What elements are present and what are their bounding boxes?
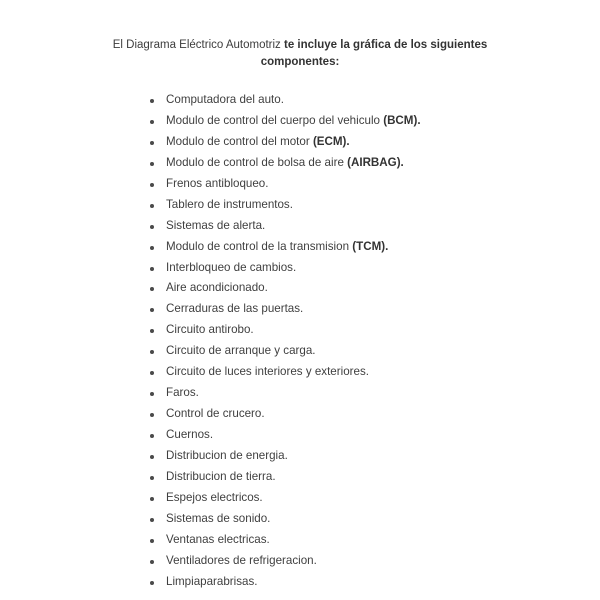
list-item-text: Circuito de luces interiores y exteriores. [166,365,369,379]
list-item-abbreviation: (BCM). [383,113,421,127]
list-item-text: Sistemas de sonido. [166,511,271,525]
list-item-text: Circuito de arranque y carga. [166,344,316,358]
bullet-icon [150,120,154,124]
list-item [148,174,421,195]
bullet-icon [150,476,154,480]
list-item [148,195,421,216]
list-item-text: Circuito antirobo. [166,323,254,337]
bullet-icon [150,329,154,333]
list-item-abbreviation: (TCM). [352,239,389,253]
list-item-text: Distribucion de tierra. [166,469,276,483]
bullet-icon [150,141,154,145]
bullet-icon [150,287,154,291]
list-item [148,320,421,341]
intro-line-2: componentes: [260,56,340,68]
list-item [148,278,421,299]
bullet-icon [150,392,154,396]
list-item-text: Cuernos. [166,428,214,441]
list-item [148,237,421,258]
intro-normal-text: El Diagrama Eléctrico Automotriz [112,39,281,51]
list-item-text: Espejos electricos. [166,490,263,504]
list-item [148,132,421,153]
list-item [148,362,421,383]
list-item-text: Ventiladores de refrigeracion. [166,553,317,567]
bullet-icon [150,371,154,375]
list-item-text: Computadora del auto. [166,93,284,106]
list-item [148,111,421,132]
list-item [148,551,421,572]
bullet-icon [150,162,154,166]
list-item-text: Faros. [166,386,199,400]
bullet-icon [150,434,154,438]
bullet-icon [150,497,154,501]
bullet-icon [150,560,154,564]
list-item-abbreviation: (AIRBAG). [347,155,404,169]
list-item-text: Modulo de control de la transmision [166,239,353,253]
list-item-text: Sistemas de alerta. [166,218,266,232]
bullet-icon [150,183,154,187]
list-item-text: Modulo de control de bolsa de aire [166,155,348,169]
list-item-text: Modulo de control del cuerpo del vehiculo [166,113,384,127]
component-list [148,90,421,593]
intro-bold-text: te incluye la gráfica de los siguientes [284,39,488,51]
bullet-icon [150,581,154,585]
list-item-text: Distribucion de energia. [166,448,288,462]
list-item [148,425,421,446]
list-item-text: Control de crucero. [166,407,265,421]
list-item [148,383,421,404]
list-item [148,404,421,425]
list-item [148,216,421,237]
list-item-text: Aire acondicionado. [166,281,268,295]
list-item-text: Modulo de control del motor [166,134,313,148]
list-item-text: Cerraduras de las puertas. [166,302,304,316]
list-item [148,299,421,320]
bullet-icon [150,99,154,103]
list-item [148,467,421,488]
list-item [148,258,421,279]
bullet-icon [150,413,154,417]
bullet-icon [150,539,154,543]
bullet-icon [150,246,154,250]
list-item [148,572,421,593]
list-item [148,90,421,111]
list-item [148,341,421,362]
bullet-icon [150,225,154,229]
list-item [148,488,421,509]
list-item-text: Limpiaparabrisas. [166,574,258,588]
list-item [148,446,421,467]
bullet-icon [150,350,154,354]
intro-heading [0,37,600,71]
bullet-icon [150,455,154,459]
bullet-icon [150,518,154,522]
bullet-icon [150,204,154,208]
list-item-text: Ventanas electricas. [166,532,270,546]
list-item-text: Interbloqueo de cambios. [166,260,297,274]
intro-line-1 [0,37,600,54]
list-item [148,153,421,174]
list-item-abbreviation: (ECM). [312,134,350,148]
list-item [148,530,421,551]
list-item [148,509,421,530]
bullet-icon [150,267,154,271]
bullet-icon [150,308,154,312]
list-item-text: Frenos antibloqueo. [166,176,269,190]
list-item-text: Tablero de instrumentos. [166,197,293,211]
